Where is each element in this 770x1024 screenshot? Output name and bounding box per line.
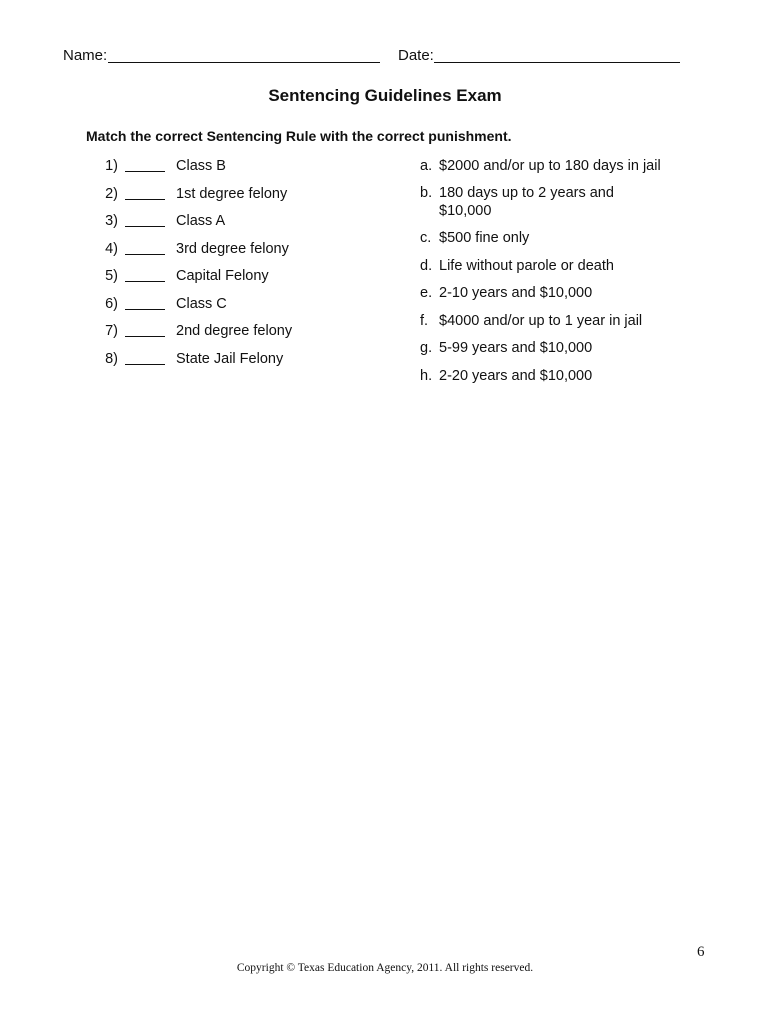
answer-text: $2000 and/or up to 180 days in jail (439, 158, 661, 174)
question-list (96, 158, 396, 378)
answer-option (420, 339, 670, 357)
question-item (96, 186, 396, 214)
question-text: 3rd degree felony (176, 240, 289, 257)
question-item (96, 323, 396, 351)
question-number: 2) (105, 185, 118, 202)
question-item (96, 213, 396, 241)
question-item (96, 351, 396, 379)
answer-list (420, 157, 670, 395)
answer-blank[interactable] (125, 198, 165, 200)
question-text: 1st degree felony (176, 185, 288, 202)
answer-blank[interactable] (125, 225, 165, 227)
question-item (96, 241, 396, 269)
answer-letter: b. (420, 185, 433, 201)
question-item (96, 268, 396, 296)
question-number: 5) (105, 268, 118, 284)
answer-letter: c. (420, 230, 432, 246)
answer-letter: f. (420, 312, 429, 329)
copyright-notice: Copyright © Texas Education Agency, 2011. All rights reserved. (236, 962, 534, 974)
answer-option (420, 184, 670, 220)
answer-option (420, 229, 670, 247)
question-text: Class B (176, 158, 226, 174)
answer-letter: h. (420, 367, 433, 384)
answer-blank[interactable] (125, 363, 165, 365)
answer-letter: g. (420, 340, 433, 357)
answer-text: 2-10 years and $10,000 (439, 285, 593, 302)
answer-option (420, 312, 670, 330)
answer-text: $500 fine only (439, 230, 530, 246)
name-label: Name: (63, 47, 108, 64)
question-item (96, 158, 396, 186)
instructions: Match the correct Sentencing Rule with the correct punishment. (86, 128, 512, 144)
question-number: 6) (105, 295, 118, 312)
question-number: 8) (105, 350, 118, 367)
question-number: 4) (105, 240, 118, 257)
answer-blank[interactable] (125, 253, 165, 255)
question-number: 7) (105, 323, 118, 339)
question-text: State Jail Felony (176, 350, 284, 367)
question-text: Class C (176, 295, 227, 312)
answer-blank[interactable] (125, 335, 165, 337)
question-number: 3) (105, 213, 118, 229)
question-text: Capital Felony (176, 268, 269, 284)
answer-letter: d. (420, 257, 433, 274)
name-field[interactable] (108, 62, 380, 63)
answer-text: Life without parole or death (439, 257, 614, 274)
page-title: Sentencing Guidelines Exam (268, 86, 502, 105)
answer-option (420, 257, 670, 275)
answer-option (420, 157, 670, 175)
question-number: 1) (105, 158, 118, 174)
answer-option (420, 284, 670, 302)
answer-blank[interactable] (125, 280, 165, 282)
answer-option (420, 367, 670, 385)
answer-letter: e. (420, 285, 433, 302)
question-item (96, 296, 396, 324)
answer-text: 180 days up to 2 years and $10,000 (439, 185, 614, 219)
answer-letter: a. (420, 158, 433, 174)
date-label: Date: (398, 47, 434, 64)
question-text: 2nd degree felony (176, 323, 293, 339)
question-text: Class A (176, 213, 226, 229)
answer-blank[interactable] (125, 308, 165, 310)
page-number: 6 (697, 944, 705, 960)
answer-text: 2-20 years and $10,000 (439, 367, 593, 384)
answer-text: 5-99 years and $10,000 (439, 340, 593, 357)
answer-blank[interactable] (125, 170, 165, 172)
date-field[interactable] (434, 62, 680, 63)
answer-text: $4000 and/or up to 1 year in jail (439, 312, 643, 329)
